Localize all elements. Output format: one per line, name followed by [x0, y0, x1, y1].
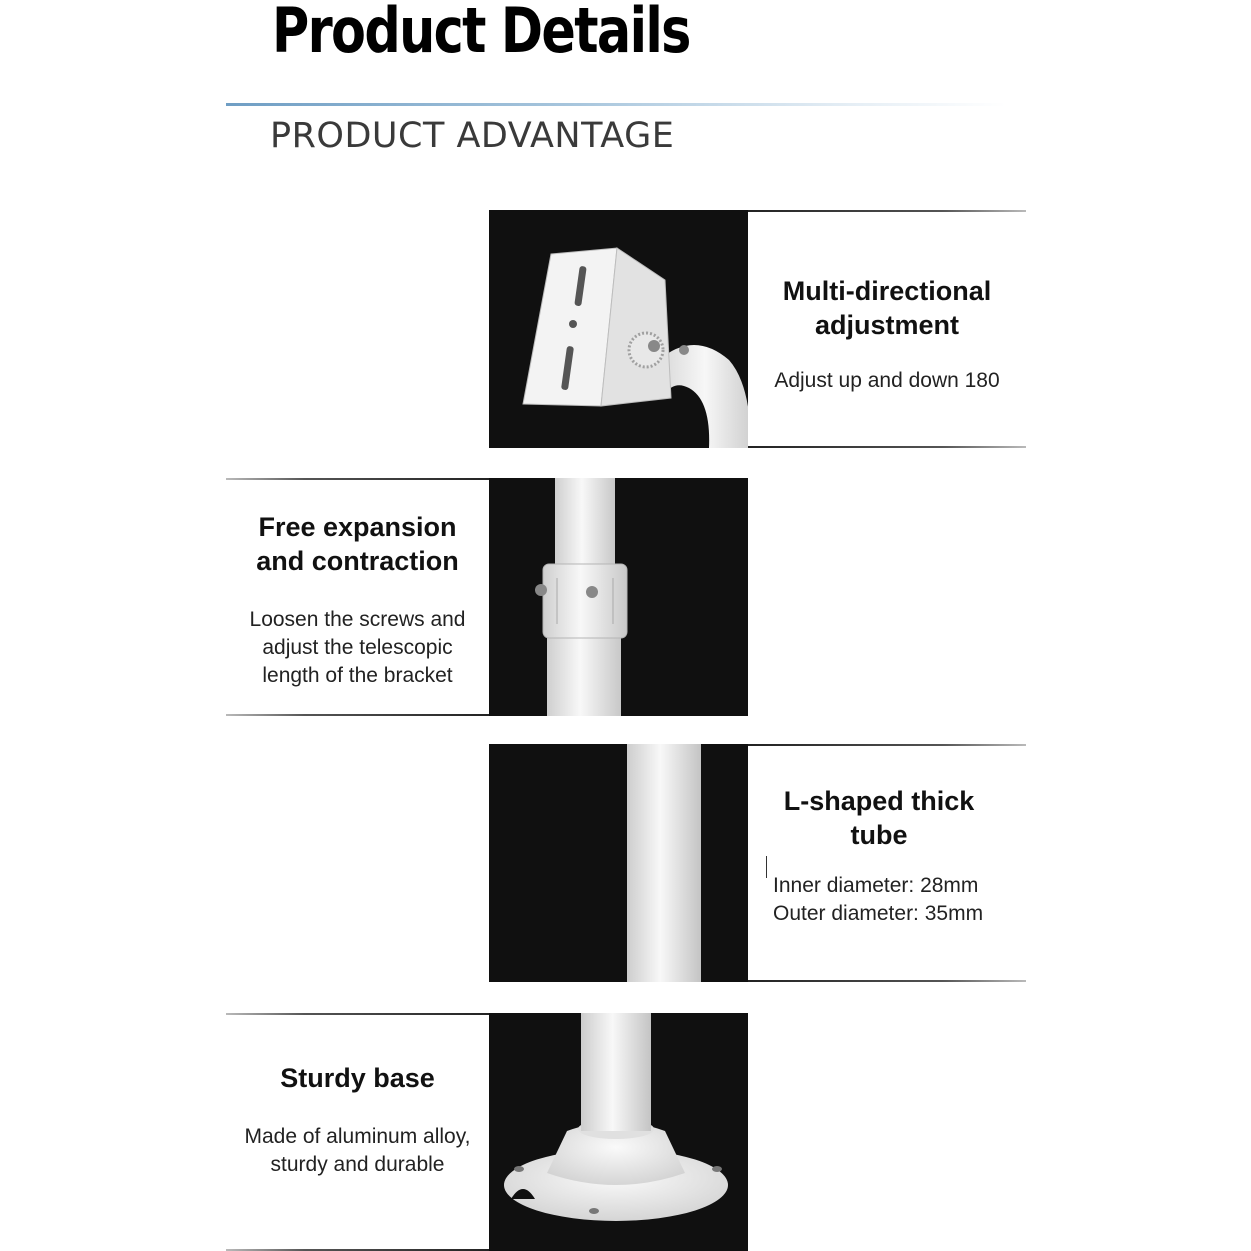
feature-photo-base	[489, 1013, 748, 1251]
feature-photo-expansion	[489, 478, 748, 716]
feature-description: sturdy and durable	[270, 1153, 445, 1176]
telescopic-joint-icon	[489, 478, 748, 716]
mounting-base-icon	[489, 1013, 748, 1251]
tube-icon	[489, 744, 748, 982]
feature-card-adjustment	[748, 210, 1026, 448]
feature-description: Adjust up and down 180	[774, 369, 1000, 392]
feature-title: and contraction	[256, 546, 459, 576]
feature-title: adjustment	[814, 310, 960, 340]
feature-card-expansion	[226, 478, 489, 716]
feature-photo-adjustment	[489, 210, 748, 448]
section-heading: PRODUCT ADVANTAGE	[270, 116, 675, 156]
feature-photo-tube	[489, 744, 748, 982]
feature-description: Made of aluminum alloy,	[244, 1125, 471, 1148]
rotating-bracket-icon	[489, 210, 748, 448]
feature-card-tube	[748, 744, 1026, 982]
feature-description: Inner diameter: 28mm	[773, 874, 979, 897]
feature-title: Free expansion	[258, 512, 457, 542]
feature-title: tube	[850, 820, 908, 850]
feature-title: Sturdy base	[280, 1063, 435, 1093]
feature-description: adjust the telescopic	[262, 636, 453, 659]
feature-description: Outer diameter: 35mm	[773, 902, 984, 925]
page-title: Product Details	[272, 0, 690, 67]
feature-title: Multi-directional	[782, 276, 992, 306]
feature-title: L-shaped thick	[783, 786, 975, 816]
feature-card-base	[226, 1013, 489, 1251]
feature-description: length of the bracket	[262, 664, 453, 687]
feature-description: Loosen the screws and	[249, 608, 466, 631]
header-divider	[226, 103, 1006, 106]
divider-mark	[766, 856, 767, 878]
